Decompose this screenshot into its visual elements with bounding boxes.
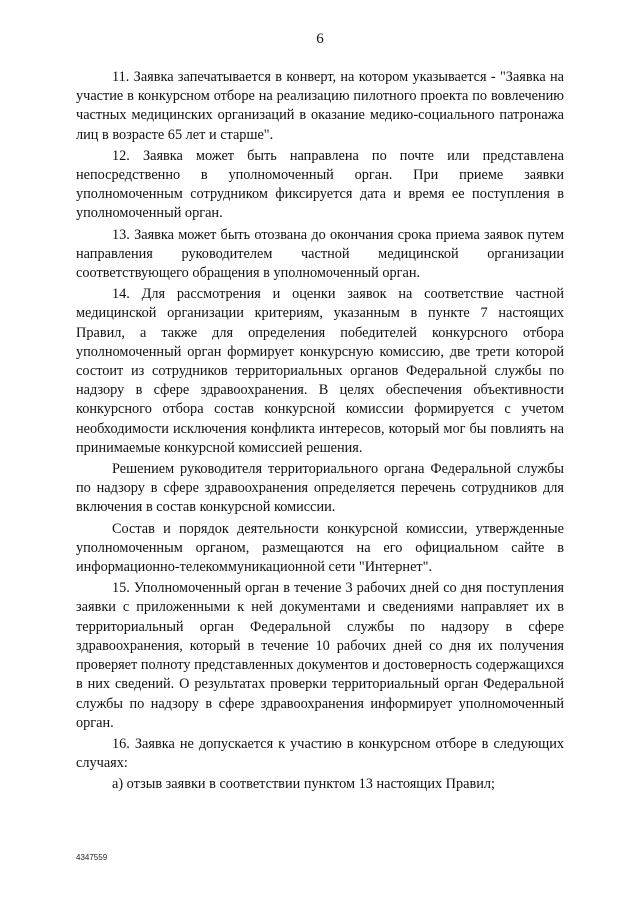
paragraph-14-composition: Состав и порядок деятельности конкурсной комиссии, утвержденные уполномоченным органом, размещаются на его официальном сайте в информационно-телекоммуникационной сети "Интернет". — [76, 520, 564, 576]
paragraph-14: 14. Для рассмотрения и оценки заявок на соответствие частной медицинской организации критериям, указанным в пункте 7 настоящих Правил, а также для определения победителей конкурсного отбора уполномоченный орган формирует конкурсную комиссию, две трети которой состоит из сотрудников территориальных органов Федеральной службы по надзору в сфере здравоохранения. В целях обеспечения объективности конкурсного отбора состав конкурсной комиссии формируется с учетом необходимости исключения конфликта интересов, который мог бы повлиять на принимаемые конкурсной комиссией решения. — [76, 286, 564, 456]
paragraph-15: 15. Уполномоченный орган в течение 3 рабочих дней со дня поступления заявки с приложенными к ней документами и сведениями направляет их в территориальный орган Федеральной службы по надзору в сфере здравоохранения, который в течение 10 рабочих дней со дня их получения проверяет полноту представленных документов и достоверность содержащихся в них сведений. О результатах проверки территориальный орган Федеральной службы по надзору в сфере здравоохранения информирует уполномоченный орган. — [76, 580, 564, 731]
paragraph-11: 11. Заявка запечатывается в конверт, на котором указывается - "Заявка на участие в конкурсном отборе на реализацию пилотного проекта по вовлечению частных медицинских организаций в оказание медико-социального патронажа лиц в возрасте 65 лет и старше". — [76, 69, 564, 143]
paragraph-16-item-a: а) отзыв заявки в соответствии пунктом 13 настоящих Правил; — [112, 776, 496, 793]
paragraph-12: 12. Заявка может быть направлена по почте или представлена непосредственно в уполномоченный орган. При приеме заявки уполномоченным сотрудником фиксируется дата и время ее поступления в уполномоченный орган. — [76, 147, 564, 222]
paragraph-13: 13. Заявка может быть отозвана до окончания срока приема заявок путем направления руководителем частной медицинской организации соответствующего обращения в уполномоченный орган. — [76, 226, 564, 282]
document-body — [76, 68, 564, 797]
document-code: 4347559 — [76, 853, 108, 862]
page-number: 6 — [316, 31, 324, 47]
paragraph-14-decision: Решением руководителя территориального органа Федеральной службы по надзору в сфере здравоохранения определяется перечень сотрудников для включения в состав конкурсной комиссии. — [76, 461, 564, 516]
paragraph-16: 16. Заявка не допускается к участию в конкурсном отборе в следующих случаях: — [76, 735, 564, 772]
